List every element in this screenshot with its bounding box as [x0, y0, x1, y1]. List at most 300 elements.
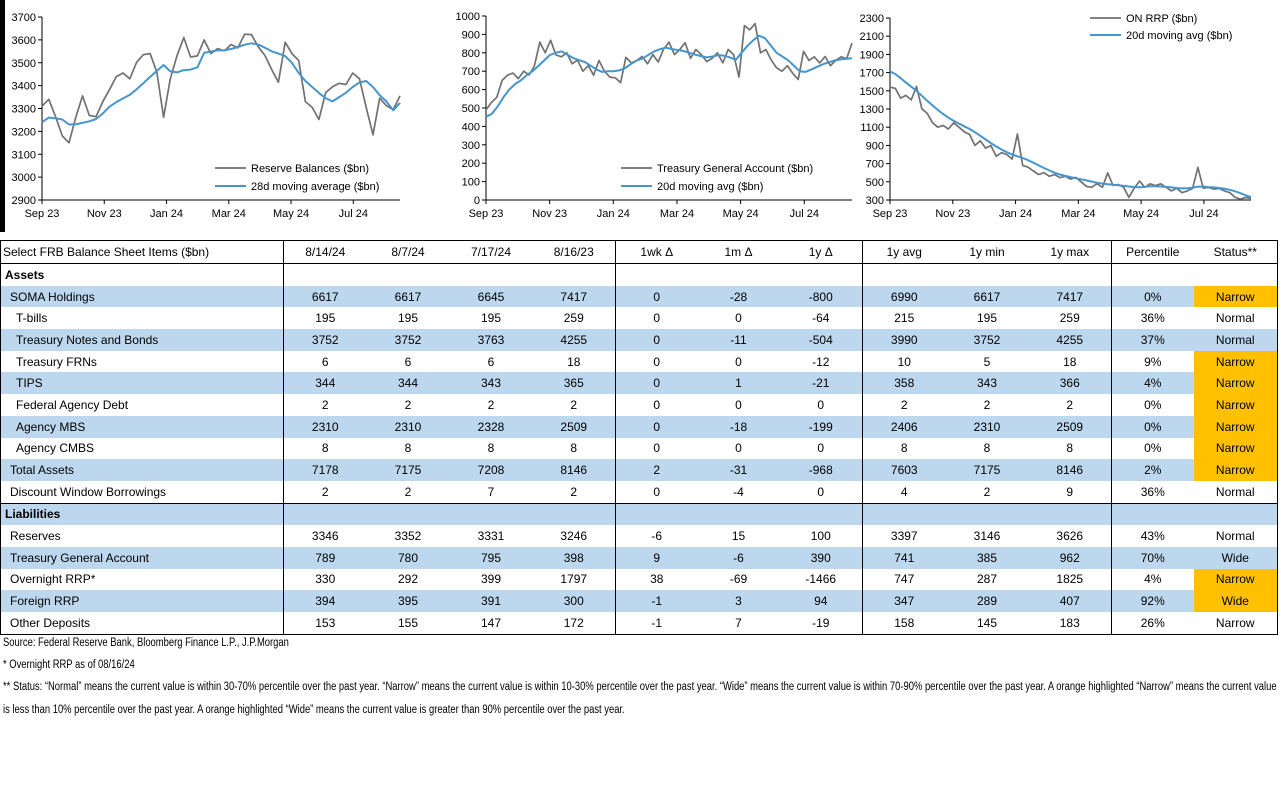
value-cell: -19 [780, 612, 863, 634]
status-cell: Normal [1215, 484, 1255, 499]
value-cell: 3352 [394, 529, 422, 544]
source-note: Source: Federal Reserve Bank, Bloomberg Finance L.P., J.P.Morgan [3, 637, 289, 649]
y-tick-label: 1700 [859, 67, 884, 80]
x-tick-label: Jul 24 [338, 208, 368, 220]
value-cell: 8 [533, 438, 616, 460]
treasury-general-account-chart [446, 4, 858, 234]
value-cell: 2 [533, 394, 616, 416]
row-label: Discount Window Borrowings [1, 481, 284, 503]
value-cell: 5 [983, 354, 991, 369]
value-cell [533, 264, 616, 286]
value-cell: 289 [946, 590, 1029, 612]
row-label: Liabilities [1, 503, 284, 525]
legend-label: 20d moving avg ($bn) [657, 181, 764, 193]
value-cell: 8 [1029, 438, 1112, 460]
value-cell: -69 [729, 572, 748, 587]
value-cell: 0 [616, 286, 698, 308]
value-cell: 2 [900, 397, 908, 412]
value-cell: 6 [404, 354, 412, 369]
status-cell [1194, 503, 1278, 525]
value-cell: 2 [983, 484, 991, 499]
value-cell: 0% [1112, 416, 1194, 438]
value-cell [450, 503, 533, 525]
status-cell: Narrow [1194, 372, 1278, 394]
status-cell: Narrow [1194, 459, 1278, 481]
value-cell: 259 [1029, 307, 1112, 329]
value-cell: 0 [653, 441, 661, 456]
value-cell: 158 [894, 615, 915, 630]
table-row [1, 481, 1278, 503]
value-cell: 347 [863, 590, 946, 612]
value-cell: 292 [397, 572, 419, 587]
value-cell: 3346 [311, 529, 339, 544]
row-label: Treasury Notes and Bonds [1, 329, 284, 351]
value-cell: 3146 [973, 529, 1001, 544]
value-cell: 9 [616, 547, 698, 569]
y-tick-label: 900 [865, 140, 884, 153]
value-cell: 0 [653, 354, 661, 369]
value-cell: 2 [404, 484, 412, 499]
value-cell [698, 264, 780, 286]
value-cell: 330 [315, 572, 336, 587]
column-header: 1y Δ [780, 241, 863, 264]
value-cell: 7 [735, 615, 742, 630]
value-cell: 18 [1029, 351, 1112, 373]
column-header: 8/16/23 [533, 241, 616, 264]
x-tick-label: Jul 24 [1189, 208, 1219, 220]
table-row [1, 394, 1278, 416]
value-cell [450, 264, 533, 286]
y-tick-label: 300 [461, 139, 480, 152]
value-cell: 8 [487, 441, 495, 456]
value-cell [284, 503, 367, 525]
y-tick-label: 400 [461, 121, 480, 134]
value-cell: 43% [1140, 529, 1165, 544]
value-cell: 9% [1144, 354, 1162, 369]
value-cell: 0% [1144, 441, 1162, 456]
y-tick-label: 0 [473, 195, 480, 207]
value-cell: 741 [863, 547, 946, 569]
status-cell: Normal [1215, 529, 1255, 544]
value-cell: 2509 [533, 416, 616, 438]
series-line [890, 86, 1251, 199]
status-cell: Wide [1194, 547, 1278, 569]
value-cell: 2 [533, 481, 616, 503]
column-header: 8/7/24 [367, 241, 450, 264]
value-cell: 8146 [1029, 459, 1112, 481]
value-cell: 358 [863, 372, 946, 394]
value-cell: 4255 [1029, 329, 1112, 351]
y-tick-label: 800 [461, 47, 480, 60]
balance-sheet-table [0, 240, 1278, 635]
value-cell: 7417 [533, 286, 616, 308]
y-tick-label: 1100 [860, 122, 884, 135]
value-cell: 100 [780, 525, 863, 547]
value-cell: 0% [1112, 286, 1194, 308]
value-cell: -12 [780, 351, 863, 373]
x-tick-label: Nov 23 [935, 208, 971, 220]
value-cell: 399 [480, 572, 502, 587]
value-cell: -1466 [780, 569, 863, 591]
value-cell: 366 [1029, 372, 1112, 394]
status-cell: Normal [1215, 311, 1255, 326]
table-row [1, 569, 1278, 591]
y-tick-label: 1300 [859, 104, 884, 116]
on-rrp-chart [850, 4, 1278, 234]
value-cell: 0 [735, 441, 742, 456]
value-cell: 4% [1112, 372, 1194, 394]
value-cell: 18 [533, 351, 616, 373]
value-cell: 145 [976, 615, 998, 630]
value-cell: 780 [367, 547, 450, 569]
table-title: Select FRB Balance Sheet Items ($bn) [1, 241, 284, 264]
value-cell [946, 264, 1029, 286]
row-label: Assets [1, 264, 284, 286]
status-cell: Narrow [1194, 438, 1278, 460]
value-cell [1112, 503, 1194, 525]
rrp-asof-note: * Overnight RRP as of 08/16/24 [3, 659, 135, 672]
x-tick-label: Jan 24 [999, 208, 1033, 220]
value-cell: 385 [946, 547, 1029, 569]
value-cell: 3752 [946, 329, 1029, 351]
value-cell: -31 [698, 459, 780, 481]
column-header: 1y max [1029, 241, 1112, 264]
series-line [486, 24, 852, 110]
y-tick-label: 1900 [859, 49, 884, 62]
value-cell: 0 [653, 311, 661, 326]
column-header: Percentile [1112, 241, 1194, 264]
x-tick-label: Nov 23 [532, 208, 568, 220]
value-cell: 36% [1140, 484, 1165, 499]
row-label: Agency CMBS [1, 438, 284, 460]
value-cell: 8 [404, 441, 412, 456]
value-cell: 2406 [863, 416, 946, 438]
value-cell: -6 [651, 529, 663, 544]
table-row [1, 503, 1278, 525]
y-tick-label: 2900 [11, 195, 36, 207]
value-cell: 195 [397, 311, 419, 326]
value-cell: 343 [450, 372, 533, 394]
value-cell: -64 [780, 307, 863, 329]
value-cell: 2 [487, 397, 495, 412]
row-label: Treasury FRNs [1, 351, 284, 373]
value-cell: 795 [450, 547, 533, 569]
balance-sheet-table-wrap [0, 240, 1278, 635]
value-cell: -11 [698, 329, 780, 351]
y-tick-label: 600 [461, 84, 480, 97]
value-cell: 395 [367, 590, 450, 612]
value-cell: 2 [1029, 394, 1112, 416]
y-tick-label: 3300 [11, 103, 36, 116]
value-cell: 287 [976, 572, 998, 587]
row-label: Total Assets [1, 459, 284, 481]
value-cell: 2 [321, 397, 329, 412]
value-cell [1112, 264, 1194, 286]
x-tick-label: Nov 23 [86, 208, 122, 220]
value-cell: 172 [533, 612, 616, 634]
value-cell: 155 [397, 615, 419, 630]
value-cell: 0 [616, 372, 698, 394]
column-header: 8/14/24 [284, 241, 367, 264]
value-cell [616, 264, 698, 286]
status-cell: Narrow [1194, 394, 1278, 416]
value-cell [863, 264, 946, 286]
value-cell [616, 503, 698, 525]
y-tick-label: 3100 [11, 149, 36, 162]
y-tick-label: 3400 [11, 80, 36, 93]
value-cell [780, 264, 863, 286]
column-header: 1m Δ [698, 241, 780, 264]
value-cell: 26% [1140, 615, 1165, 630]
value-cell: 7208 [450, 459, 533, 481]
x-tick-label: Mar 24 [211, 208, 246, 220]
table-row [1, 329, 1278, 351]
value-cell: 2 [321, 484, 329, 499]
value-cell: 747 [894, 572, 915, 587]
row-label: Treasury General Account [1, 547, 284, 569]
value-cell: 6990 [863, 286, 946, 308]
y-tick-label: 1500 [859, 85, 884, 98]
legend-label: 20d moving avg ($bn) [1126, 30, 1233, 42]
value-cell: 2 [404, 397, 412, 412]
value-cell: 195 [976, 311, 998, 326]
value-cell: 0 [780, 394, 863, 416]
row-label: T-bills [1, 307, 284, 329]
value-cell: 962 [1029, 547, 1112, 569]
x-tick-label: Mar 24 [659, 208, 695, 220]
value-cell: 15 [731, 529, 746, 544]
value-cell: 2310 [946, 416, 1029, 438]
x-tick-label: Jul 24 [789, 208, 819, 220]
value-cell: 0 [780, 481, 863, 503]
row-label: TIPS [1, 372, 284, 394]
value-cell: 147 [480, 615, 502, 630]
value-cell: -21 [780, 372, 863, 394]
value-cell: 3752 [284, 329, 367, 351]
value-cell: 789 [284, 547, 367, 569]
column-header: 7/17/24 [450, 241, 533, 264]
value-cell: 8 [900, 441, 908, 456]
table-row [1, 438, 1278, 460]
status-cell: Wide [1194, 590, 1278, 612]
value-cell: 0 [616, 416, 698, 438]
value-cell: 7603 [863, 459, 946, 481]
x-tick-label: May 24 [273, 208, 310, 220]
value-cell: 2 [983, 397, 991, 412]
legend-label: Reserve Balances ($bn) [251, 163, 370, 175]
value-cell: 3752 [367, 329, 450, 351]
value-cell: -28 [698, 286, 780, 308]
value-cell: 195 [315, 311, 336, 326]
value-cell: 2% [1112, 459, 1194, 481]
value-cell: -199 [780, 416, 863, 438]
value-cell: 6617 [367, 286, 450, 308]
footnotes [3, 632, 1280, 721]
x-tick-label: May 24 [1123, 208, 1160, 220]
table-header-row [1, 241, 1278, 264]
table-row [1, 372, 1278, 394]
value-cell: 6 [487, 354, 495, 369]
legend-label: 28d moving average ($bn) [251, 181, 380, 193]
status-definition-note: ** Status: “Normal” means the current value is within 30-70% percentile over the past year. “Narrow” means the current value is within 10-30% percentile over the past year. “Wide” means the current value is within 70-90% percentile over the past year. A orange highlighted “Narrow” means the current value is less than 10% percentile over the past year. A orange highlighted “Wide” means the current value is greater than 90% percentile over the past year. [3, 681, 1277, 716]
value-cell: 8 [983, 441, 991, 456]
value-cell: 3331 [477, 529, 505, 544]
value-cell: -6 [698, 547, 780, 569]
status-cell: Normal [1194, 329, 1278, 351]
value-cell: 2310 [367, 416, 450, 438]
reserve-balances-chart [6, 4, 440, 234]
value-cell: 94 [780, 590, 863, 612]
y-tick-label: 500 [865, 176, 884, 189]
value-cell: 37% [1112, 329, 1194, 351]
value-cell [284, 264, 367, 286]
value-cell: 183 [1029, 612, 1112, 634]
value-cell: 0 [653, 397, 661, 412]
value-cell: 8 [321, 441, 329, 456]
y-tick-label: 900 [461, 29, 480, 42]
value-cell: -968 [780, 459, 863, 481]
table-row [1, 351, 1278, 373]
table-row [1, 612, 1278, 634]
value-cell: 365 [533, 372, 616, 394]
value-cell [698, 503, 780, 525]
value-cell: 0 [735, 311, 742, 326]
table-row [1, 307, 1278, 329]
y-tick-label: 700 [461, 66, 480, 79]
value-cell: 1 [698, 372, 780, 394]
value-cell: 3626 [1029, 525, 1112, 547]
table-row [1, 459, 1278, 481]
row-label: SOMA Holdings [1, 286, 284, 308]
column-header: Status** [1194, 241, 1278, 264]
value-cell: 6645 [450, 286, 533, 308]
value-cell: 391 [450, 590, 533, 612]
value-cell: 2509 [1029, 416, 1112, 438]
value-cell: 0 [780, 438, 863, 460]
y-tick-label: 3200 [11, 126, 36, 139]
column-header: 1y min [946, 241, 1029, 264]
value-cell: 407 [1029, 590, 1112, 612]
value-cell: 36% [1140, 311, 1165, 326]
y-tick-label: 3600 [11, 34, 36, 47]
row-label: Agency MBS [1, 416, 284, 438]
value-cell: 7178 [284, 459, 367, 481]
value-cell: 153 [315, 615, 336, 630]
value-cell: 7 [487, 484, 495, 499]
status-cell: Narrow [1194, 351, 1278, 373]
value-cell: 8146 [533, 459, 616, 481]
x-tick-label: Sep 23 [468, 208, 504, 220]
row-label: Overnight RRP* [1, 569, 284, 591]
status-cell: Narrow [1194, 286, 1278, 308]
value-cell: 7175 [367, 459, 450, 481]
status-cell: Narrow [1194, 569, 1278, 591]
value-cell: 7175 [946, 459, 1029, 481]
value-cell: 38 [650, 572, 664, 587]
table-row [1, 416, 1278, 438]
value-cell: 0% [1144, 397, 1162, 412]
value-cell: 3 [698, 590, 780, 612]
x-tick-label: Sep 23 [24, 208, 60, 220]
y-tick-label: 2300 [859, 13, 884, 25]
status-cell [1194, 264, 1278, 286]
value-cell: 0 [735, 354, 742, 369]
value-cell: 3763 [450, 329, 533, 351]
value-cell: 2 [616, 459, 698, 481]
y-tick-label: 3700 [11, 12, 36, 24]
y-tick-label: 3000 [11, 172, 36, 185]
value-cell [863, 503, 946, 525]
value-cell [946, 503, 1029, 525]
y-tick-label: 3500 [11, 57, 36, 70]
table-row [1, 264, 1278, 286]
value-cell [367, 503, 450, 525]
value-cell: 92% [1112, 590, 1194, 612]
x-tick-label: May 24 [722, 208, 759, 220]
row-label: Foreign RRP [1, 590, 284, 612]
x-tick-label: Sep 23 [872, 208, 908, 220]
column-header: 1y avg [863, 241, 946, 264]
row-label: Reserves [1, 525, 284, 547]
value-cell: 390 [780, 547, 863, 569]
y-tick-label: 200 [461, 158, 480, 171]
value-cell: 4 [900, 484, 908, 499]
y-tick-label: 700 [865, 158, 884, 171]
value-cell: -18 [698, 416, 780, 438]
value-cell: 3397 [890, 529, 918, 544]
table-row [1, 286, 1278, 308]
value-cell: -4 [733, 484, 744, 499]
row-label: Federal Agency Debt [1, 394, 284, 416]
value-cell: 70% [1112, 547, 1194, 569]
legend-label: Treasury General Account ($bn) [657, 163, 814, 175]
value-cell: 394 [284, 590, 367, 612]
value-cell: 259 [533, 307, 616, 329]
series-line [486, 36, 852, 117]
value-cell: -800 [780, 286, 863, 308]
value-cell: 3246 [533, 525, 616, 547]
row-label: Other Deposits [1, 612, 284, 634]
y-tick-label: 500 [461, 103, 480, 115]
value-cell: 195 [480, 311, 502, 326]
value-cell [1029, 264, 1112, 286]
value-cell: 3990 [863, 329, 946, 351]
value-cell: 0 [735, 397, 742, 412]
value-cell: 0 [616, 329, 698, 351]
value-cell: -1 [651, 615, 663, 630]
value-cell: -504 [780, 329, 863, 351]
value-cell: 6617 [946, 286, 1029, 308]
table-row [1, 525, 1278, 547]
x-tick-label: Jan 24 [596, 208, 630, 220]
status-cell: Narrow [1194, 416, 1278, 438]
x-tick-label: Mar 24 [1061, 208, 1096, 220]
value-cell: 398 [533, 547, 616, 569]
value-cell: 9 [1029, 481, 1112, 503]
value-cell: 1825 [1029, 569, 1112, 591]
y-tick-label: 2100 [859, 31, 884, 44]
value-cell: 7417 [1029, 286, 1112, 308]
value-cell: 344 [367, 372, 450, 394]
status-cell: Narrow [1215, 615, 1255, 630]
value-cell: 344 [284, 372, 367, 394]
value-cell: 6 [321, 354, 329, 369]
value-cell: -1 [616, 590, 698, 612]
value-cell: 10 [897, 354, 911, 369]
x-tick-label: Jan 24 [150, 208, 184, 220]
value-cell: 1797 [533, 569, 616, 591]
value-cell: 343 [946, 372, 1029, 394]
